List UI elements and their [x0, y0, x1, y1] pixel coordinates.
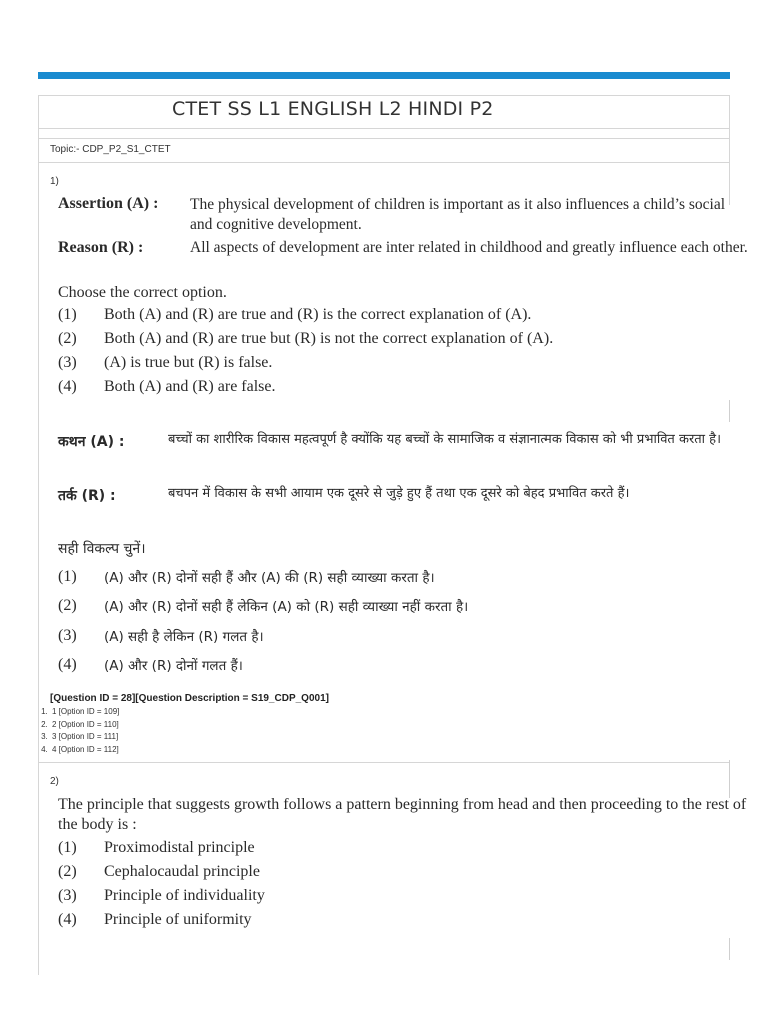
option-number: (3) [58, 627, 77, 644]
option-number: (3) [58, 354, 77, 371]
option-1[interactable] [58, 306, 738, 326]
reason-text: All aspects of development are inter related in childhood and greatly influence each other. [190, 239, 748, 256]
option-id-list [30, 706, 119, 756]
option-2[interactable] [58, 330, 738, 350]
document-title: CTET SS L1 ENGLISH L2 HINDI P2 [172, 98, 494, 120]
question-number: 1) [50, 176, 59, 187]
hindi-assertion-label: कथन (A) : [58, 434, 125, 450]
option-number: (4) [58, 656, 77, 673]
edge-mark [729, 938, 730, 960]
hindi-reason-label: तर्क (R) : [58, 488, 116, 504]
option-text: Both (A) and (R) are true but (R) is not the correct explanation of (A). [104, 330, 554, 347]
option-text: (A) और (R) दोनों गलत हैं। [104, 658, 243, 674]
topic-divider-top [38, 138, 730, 139]
assertion-label: Assertion (A) : [58, 195, 159, 212]
hindi-option-2[interactable] [58, 597, 738, 621]
question-meta: [Question ID = 28][Question Description = S19_CDP_Q001] [50, 693, 329, 704]
option-number: (1) [58, 839, 77, 856]
option-number: (1) [58, 306, 77, 323]
frame-top-line [38, 95, 730, 96]
option-3[interactable] [58, 354, 738, 374]
hindi-prompt: सही विकल्प चुनें। [58, 541, 146, 557]
frame-right-border [729, 95, 730, 205]
option-1[interactable] [58, 839, 738, 859]
option-text: Both (A) and (R) are true and (R) is the correct explanation of (A). [104, 306, 532, 323]
edge-mark [729, 760, 730, 798]
hindi-option-3[interactable] [58, 627, 738, 651]
option-text: (A) और (R) दोनों सही हैं और (A) की (R) सही व्याख्या करता है। [104, 570, 435, 586]
topic-label: Topic:- CDP_P2_S1_CTET [50, 144, 171, 155]
option-number: (4) [58, 378, 77, 395]
option-text: (A) is true but (R) is false. [104, 354, 273, 371]
option-id-item: 3. 3 [Option ID = 111] [50, 731, 119, 744]
option-text: Cephalocaudal principle [104, 863, 260, 880]
option-text: Principle of individuality [104, 887, 265, 904]
option-number: (2) [58, 330, 77, 347]
question-number: 2) [50, 776, 59, 787]
option-number: (2) [58, 863, 77, 880]
option-id-item: 4. 4 [Option ID = 112] [50, 744, 119, 757]
edge-mark [729, 400, 730, 422]
topic-divider-bottom [38, 162, 730, 163]
reason-label: Reason (R) : [58, 239, 144, 256]
option-number: (3) [58, 887, 77, 904]
option-number: (4) [58, 911, 77, 928]
question-prompt: Choose the correct option. [58, 284, 227, 301]
option-text: Both (A) and (R) are false. [104, 378, 276, 395]
option-text: Proximodistal principle [104, 839, 255, 856]
option-number: (1) [58, 568, 77, 585]
hindi-reason-text: बचपन में विकास के सभी आयाम एक दूसरे से जुड़े हुए हैं तथा एक दूसरे को बेहद प्रभावित करते हैं। [168, 486, 630, 501]
title-divider [38, 128, 730, 129]
question-text: The principle that suggests growth follows a pattern beginning from head and then proceeding to the rest of the body is : [58, 796, 747, 833]
option-text: (A) और (R) दोनों सही हैं लेकिन (A) को (R) सही व्याख्या नहीं करता है। [104, 599, 469, 615]
hindi-assertion-text: बच्चों का शारीरिक विकास महत्वपूर्ण है क्योंकि यह बच्चों के सामाजिक व संज्ञानात्मक विकास को भी प्रभावित करता है। [168, 432, 722, 447]
option-number: (2) [58, 597, 77, 614]
question-divider [38, 762, 730, 763]
option-2[interactable] [58, 863, 738, 883]
option-3[interactable] [58, 887, 738, 907]
assertion-text: The physical development of children is important as it also influences a child’s social and cognitive development. [190, 196, 726, 233]
hindi-option-1[interactable] [58, 568, 738, 592]
hindi-option-4[interactable] [58, 656, 738, 680]
option-4[interactable] [58, 911, 738, 931]
option-id-item: 1. 1 [Option ID = 109] [50, 706, 119, 719]
option-4[interactable] [58, 378, 738, 398]
option-text: Principle of uniformity [104, 911, 252, 928]
header-accent-bar [38, 72, 730, 79]
option-id-item: 2. 2 [Option ID = 110] [50, 719, 119, 732]
option-text: (A) सही है लेकिन (R) गलत है। [104, 629, 264, 645]
